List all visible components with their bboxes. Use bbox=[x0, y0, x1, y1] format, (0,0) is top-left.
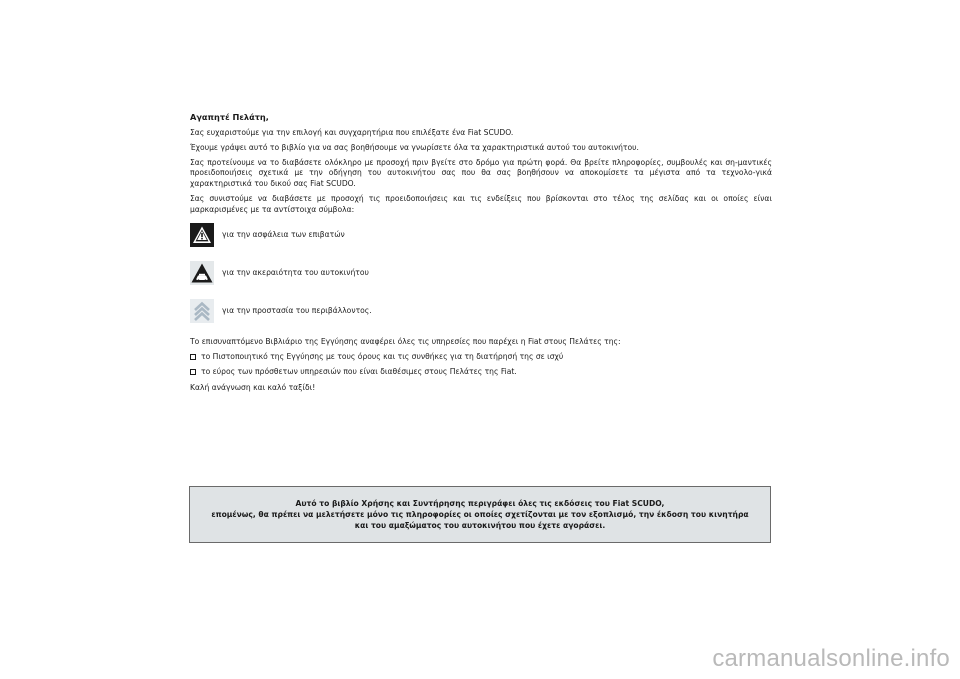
greeting: Αγαπητέ Πελάτη, bbox=[190, 112, 269, 122]
symbol-row-safety bbox=[190, 223, 772, 247]
watermark: carmanualsonline.info bbox=[712, 645, 950, 672]
checkbox-icon bbox=[190, 354, 196, 360]
warranty-intro: Το επισυναπτόμενο Βιβλιάριο της Εγγύησης αναφέρει όλες τις υπηρεσίες που παρέχει η Fiat στους Πελάτες της: bbox=[190, 337, 621, 347]
notice-line: Αυτό το βιβλίο Χρήσης και Συντήρησης περιγράφει όλες τις εκδόσεις του Fiat SCUDO, bbox=[295, 499, 665, 508]
paragraph-warnings: Σας συνιστούμε να διαβάσετε με προσοχή τις προειδοποιήσεις και τις ενδείξεις που βρίσκονται στο τέλος της σελίδας και οι οποίες είναι μαρκαρισμένες με τα αντίστοιχα σύμβολα: bbox=[190, 194, 772, 214]
notice-line: επομένως, θα πρέπει να μελετήσετε μόνο τις πληροφορίες οι οποίες σχετίζονται με τον εξοπλισμό, την έκδοση του κινητήρα bbox=[211, 510, 749, 519]
warning-triangle-icon bbox=[190, 223, 214, 247]
manual-page bbox=[190, 112, 772, 398]
symbol-label-environment: για την προστασία του περιβάλλοντος. bbox=[222, 305, 372, 315]
notice-line: και του αμαξώματος του αυτοκινήτου που έχετε αγοράσει. bbox=[354, 521, 606, 530]
list-item-text: το εύρος των πρόσθετων υπηρεσιών που είναι διαθέσιμες στους Πελάτες της Fiat. bbox=[201, 367, 517, 377]
car-integrity-icon bbox=[190, 261, 214, 285]
list-item bbox=[190, 367, 772, 378]
symbol-row-environment bbox=[190, 299, 772, 323]
list-item-text: το Πιστοποιητικό της Εγγύησης με τους όρους και τις συνθήκες για τη διατήρησή της σε ισχύ bbox=[201, 352, 564, 362]
checkbox-icon bbox=[190, 369, 196, 375]
symbol-label-car: για την ακεραιότητα του αυτοκινήτου bbox=[222, 267, 369, 277]
paragraph-thanks: Σας ευχαριστούμε για την επιλογή και συγχαρητήρια που επιλέξατε ένα Fiat SCUDO. bbox=[190, 127, 514, 137]
edition-notice-box bbox=[189, 486, 771, 543]
symbol-row-car bbox=[190, 261, 772, 285]
environment-icon bbox=[190, 299, 214, 323]
list-item bbox=[190, 352, 772, 363]
paragraph-advice: Σας προτείνουμε να το διαβάσετε ολόκληρο με προσοχή πριν βγείτε στο δρόμο για πρώτη φορά. Θα βρείτε πληροφορίες, συμβουλές και ση-μαντικές προειδοποιήσεις σχετικά με την οδήγηση του αυτοκινήτου σας που θα σας βοηθήσουν να αποκομίσετε τα μέγιστα από τα τεχνολο-γικά χαρακτηριστικά του δικού σας Fiat SCUDO. bbox=[190, 157, 772, 188]
symbol-label-safety: για την ασφάλεια των επιβατών bbox=[222, 229, 345, 239]
closing-text: Καλή ανάγνωση και καλό ταξίδι! bbox=[190, 382, 316, 392]
paragraph-purpose: Έχουμε γράψει αυτό το βιβλίο για να σας βοηθήσουμε να γνωρίσετε όλα τα χαρακτηριστικά αυτού του αυτοκινήτου. bbox=[190, 142, 639, 152]
